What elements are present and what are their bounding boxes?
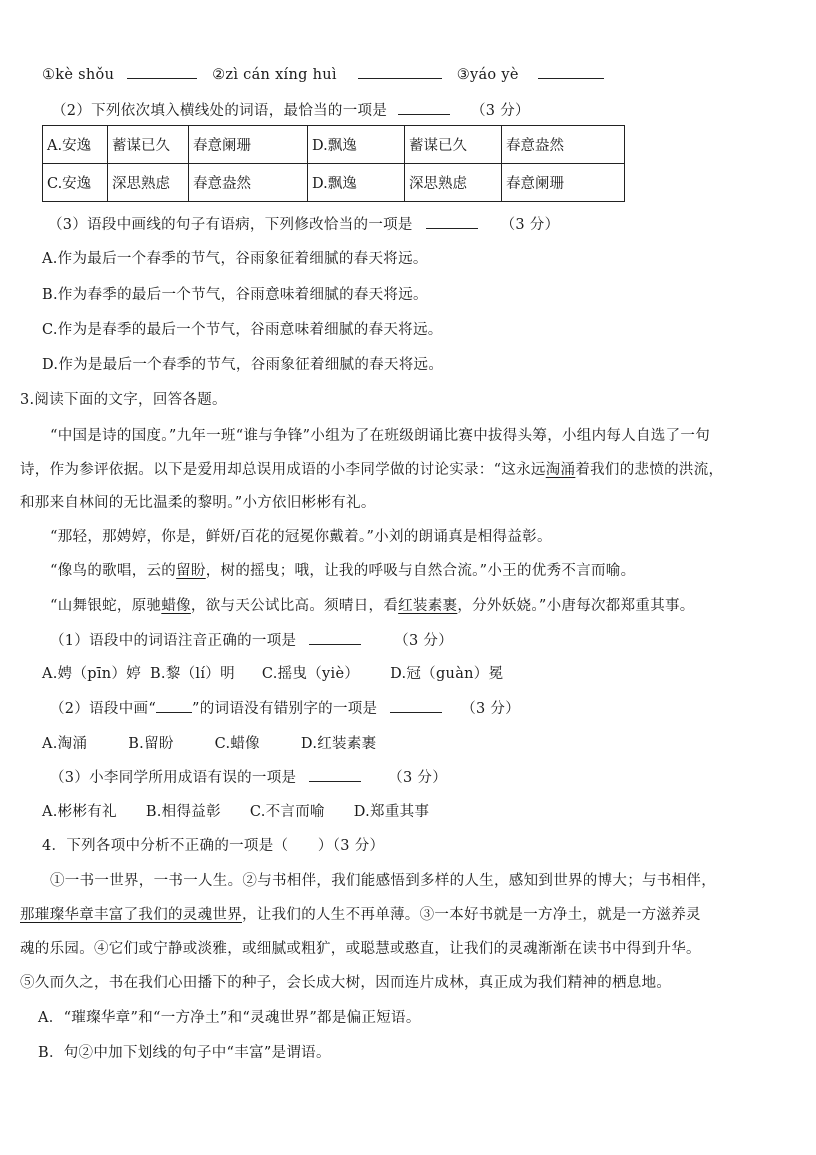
table-row — [43, 126, 625, 164]
passage-line: 那璀璨华章丰富了我们的灵魂世界，让我们的人生不再单薄。③一本好书就是一方净土，就是一方滋养灵 — [20, 907, 701, 923]
option-d[interactable]: D.作为是最后一个春季的节气，谷雨象征着细腻的春天将远。 — [42, 357, 444, 373]
table-cell: 深思熟虑 — [108, 164, 189, 202]
answer-blank[interactable] — [309, 767, 361, 782]
question-stem: （3）语段中画线的句子有语病，下列修改恰当的一项是 （3 分） — [48, 213, 559, 234]
option-a[interactable]: A.作为最后一个春季的节气，谷雨象征着细腻的春天将远。 — [42, 251, 428, 267]
answer-blank[interactable] — [358, 64, 442, 79]
underlined-word: 蜡像 — [161, 598, 191, 614]
underlined-word: 淘涌 — [545, 462, 576, 478]
question-stem: （2）语段中画“ ”的词语没有错别字的一项是 （3 分） — [50, 697, 520, 718]
option-c[interactable]: C.不言而喻 — [249, 804, 325, 820]
passage-line: ⑤久而久之，书在我们心田播下的种子，会长成大树，因而连片成林，真正成为我们精神的栖息地。 — [20, 975, 672, 991]
table-cell[interactable]: D.飘逸 — [308, 126, 405, 164]
table-cell[interactable]: A.安逸 — [43, 126, 108, 164]
options-row — [42, 732, 376, 753]
option-c[interactable]: C.蜡像 — [214, 736, 260, 752]
answer-blank[interactable] — [398, 100, 450, 115]
underlined-word: 留盼 — [176, 563, 206, 579]
passage-line: “山舞银蛇，原驰蜡像，欲与天公试比高。须晴日，看红装素裹，分外妖娆。”小唐每次都郑重其事。 — [50, 598, 695, 614]
option-a[interactable]: A.彬彬有礼 — [42, 804, 117, 820]
table-cell: 春意盎然 — [189, 164, 308, 202]
option-b[interactable]: B.留盼 — [128, 736, 174, 752]
pinyin-item-1: ①kè shǒu — [42, 67, 115, 83]
passage-line: 和那来自林间的无比温柔的黎明。”小方依旧彬彬有礼。 — [20, 495, 376, 511]
answer-blank[interactable] — [309, 630, 361, 645]
option-b[interactable]: B.黎（lí）明 — [149, 666, 235, 682]
passage-line: 魂的乐园。④它们或宁静或淡雅，或细腻或粗犷，或聪慧或憨直，让我们的灵魂渐渐在读书中得到升华。 — [20, 941, 701, 957]
option-b[interactable]: B．句②中加下划线的句子中“丰富”是谓语。 — [38, 1045, 331, 1061]
answer-blank[interactable] — [127, 64, 197, 79]
passage-line: “中国是诗的国度。”九年一班“谁与争锋”小组为了在班级朗诵比赛中拔得头筹，小组内每人自选了一句 — [50, 428, 710, 444]
options-table — [42, 125, 625, 202]
pinyin-line — [42, 64, 604, 83]
answer-blank — [156, 698, 192, 713]
question-heading: 3.阅读下面的文字，回答各题。 — [20, 392, 227, 408]
option-a[interactable]: A.淘涌 — [42, 736, 88, 752]
table-cell: 深思熟虑 — [405, 164, 502, 202]
passage-line: “那轻，那娉婷，你是，鲜妍/百花的冠冕你戴着。”小刘的朗诵真是相得益彰。 — [50, 529, 552, 545]
table-cell: 春意阑珊 — [189, 126, 308, 164]
passage-line: 诗，作为参评依据。以下是爱用却总误用成语的小李同学做的讨论实录：“这永远淘涌着我们的悲愤的洪流， — [20, 462, 724, 478]
option-b[interactable]: B.作为春季的最后一个节气，谷雨意味着细腻的春天将远。 — [42, 287, 428, 303]
answer-blank[interactable] — [390, 698, 442, 713]
table-cell: 春意阑珊 — [502, 164, 625, 202]
question-stem: 4．下列各项中分析不正确的一项是（ ）（3 分） — [42, 838, 385, 854]
table-cell: 春意盎然 — [502, 126, 625, 164]
passage-line: “像鸟的歌唱，云的留盼，树的摇曳；哦，让我的呼吸与自然合流。”小王的优秀不言而喻。 — [50, 563, 636, 579]
option-c[interactable]: C.作为是春季的最后一个节气，谷雨意味着细腻的春天将远。 — [42, 322, 443, 338]
table-cell: 蓄谋已久 — [405, 126, 502, 164]
option-d[interactable]: D.郑重其事 — [353, 804, 430, 820]
table-row — [43, 164, 625, 202]
table-cell[interactable]: C.安逸 — [43, 164, 108, 202]
answer-blank[interactable] — [538, 64, 604, 79]
underlined-word: 红装素裹 — [398, 598, 458, 614]
underlined-sentence: 那璀璨华章丰富了我们的灵魂世界 — [20, 907, 242, 923]
option-c[interactable]: C.摇曳（yiè） — [261, 666, 360, 682]
option-d[interactable]: D.冠（guàn）冕 — [390, 666, 504, 682]
table-cell: 蓄谋已久 — [108, 126, 189, 164]
option-a[interactable]: A.娉（pīn）婷 — [42, 666, 142, 682]
option-d[interactable]: D.红装素裹 — [300, 736, 377, 752]
answer-blank[interactable] — [426, 214, 478, 229]
options-row — [42, 800, 429, 821]
pinyin-item-3: ③yáo yè — [456, 67, 519, 83]
options-row — [42, 662, 503, 683]
table-cell[interactable]: D.飘逸 — [308, 164, 405, 202]
question-stem: （1）语段中的词语注音正确的一项是 （3 分） — [50, 629, 453, 650]
pinyin-item-2: ②zì cán xíng huì — [212, 67, 337, 83]
option-a[interactable]: A．“璀璨华章”和“一方净土”和“灵魂世界”都是偏正短语。 — [38, 1010, 421, 1026]
option-b[interactable]: B.相得益彰 — [145, 804, 221, 820]
passage-line: ①一书一世界，一书一人生。②与书相伴，我们能感悟到多样的人生，感知到世界的博大；与书相伴， — [50, 873, 716, 889]
question-stem: （3）小李同学所用成语有误的一项是 （3 分） — [50, 766, 447, 787]
question-stem: （2）下列依次填入横线处的词语，最恰当的一项是 （3 分） — [52, 99, 530, 120]
